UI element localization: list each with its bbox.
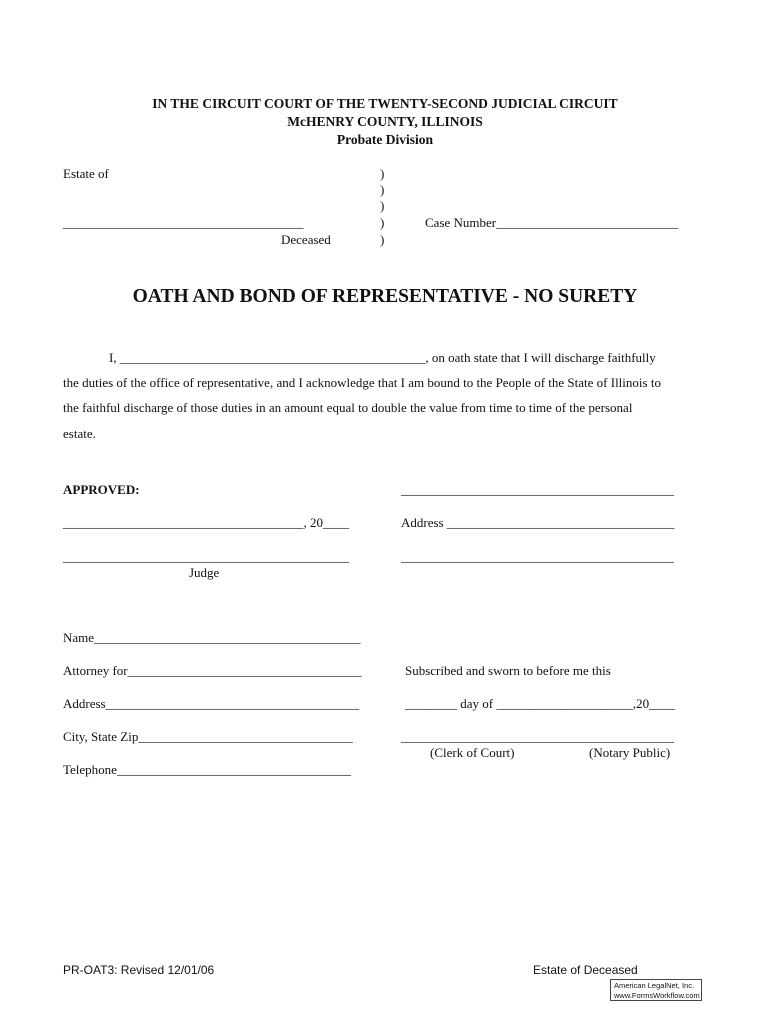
judge-label: Judge [189,565,220,580]
estate-of-label: Estate of [63,166,109,181]
court-heading: IN THE CIRCUIT COURT OF THE TWENTY-SECOND JUDICIAL CIRCUIT [152,96,618,111]
attorney-address-field[interactable]: Address_______________________________________ [63,696,360,711]
notary-day-field[interactable]: ________ day of _____________________,20____ [405,696,676,711]
notary-public-label: (Notary Public) [589,745,671,760]
oath-line-4: estate. [63,426,96,441]
representative-address-field[interactable]: Address ___________________________________ [401,515,675,530]
county-heading: McHENRY COUNTY, ILLINOIS [287,114,483,129]
attorney-name-field[interactable]: Name_________________________________________ [63,630,361,645]
oath-line-2: the duties of the office of representative, and I acknowledge that I am bound to the People of the State of Illinois to [63,375,661,390]
approval-date-line[interactable]: _____________________________________, 20____ [63,515,349,530]
estate-name-line[interactable]: _____________________________________ [63,215,304,230]
caption-paren: ) [380,215,385,230]
caption-paren: ) [380,166,385,181]
attorney-telephone-field[interactable]: Telephone____________________________________ [63,762,351,777]
caption-paren: ) [380,232,385,247]
representative-signature-line[interactable]: __________________________________________ [401,482,674,497]
document-title: OATH AND BOND OF REPRESENTATIVE - NO SURETY [132,286,638,307]
publisher-url[interactable]: www.FormsWorkflow.com [614,990,700,1000]
publisher-name: American LegalNet, Inc. [614,981,695,990]
case-number-field[interactable]: Case Number____________________________ [425,215,679,230]
division-heading: Probate Division [336,132,434,147]
attorney-for-field[interactable]: Attorney for____________________________________ [63,663,362,678]
approved-label: APPROVED: [63,482,140,497]
caption-paren: ) [380,198,385,213]
oath-line-1[interactable]: I, _______________________________________________, on oath state that I will discharge faithfully [109,350,656,365]
notary-signature-line[interactable]: __________________________________________ [401,729,674,744]
subscribed-sworn-text: Subscribed and sworn to before me this [405,663,611,678]
form-id: PR-OAT3: Revised 12/01/06 [63,963,215,977]
representative-address-line-2[interactable]: __________________________________________ [401,549,674,564]
attorney-city-field[interactable]: City, State Zip_________________________________ [63,729,353,744]
publisher-credit-box [610,979,702,1001]
caption-paren: ) [380,182,385,197]
judge-signature-line[interactable]: ____________________________________________ [63,549,349,564]
footer-estate: Estate of Deceased [533,963,638,977]
clerk-of-court-label: (Clerk of Court) [430,745,515,760]
oath-line-3: the faithful discharge of those duties in an amount equal to double the value from time to time of the personal [63,400,633,415]
deceased-label: Deceased [281,232,331,247]
